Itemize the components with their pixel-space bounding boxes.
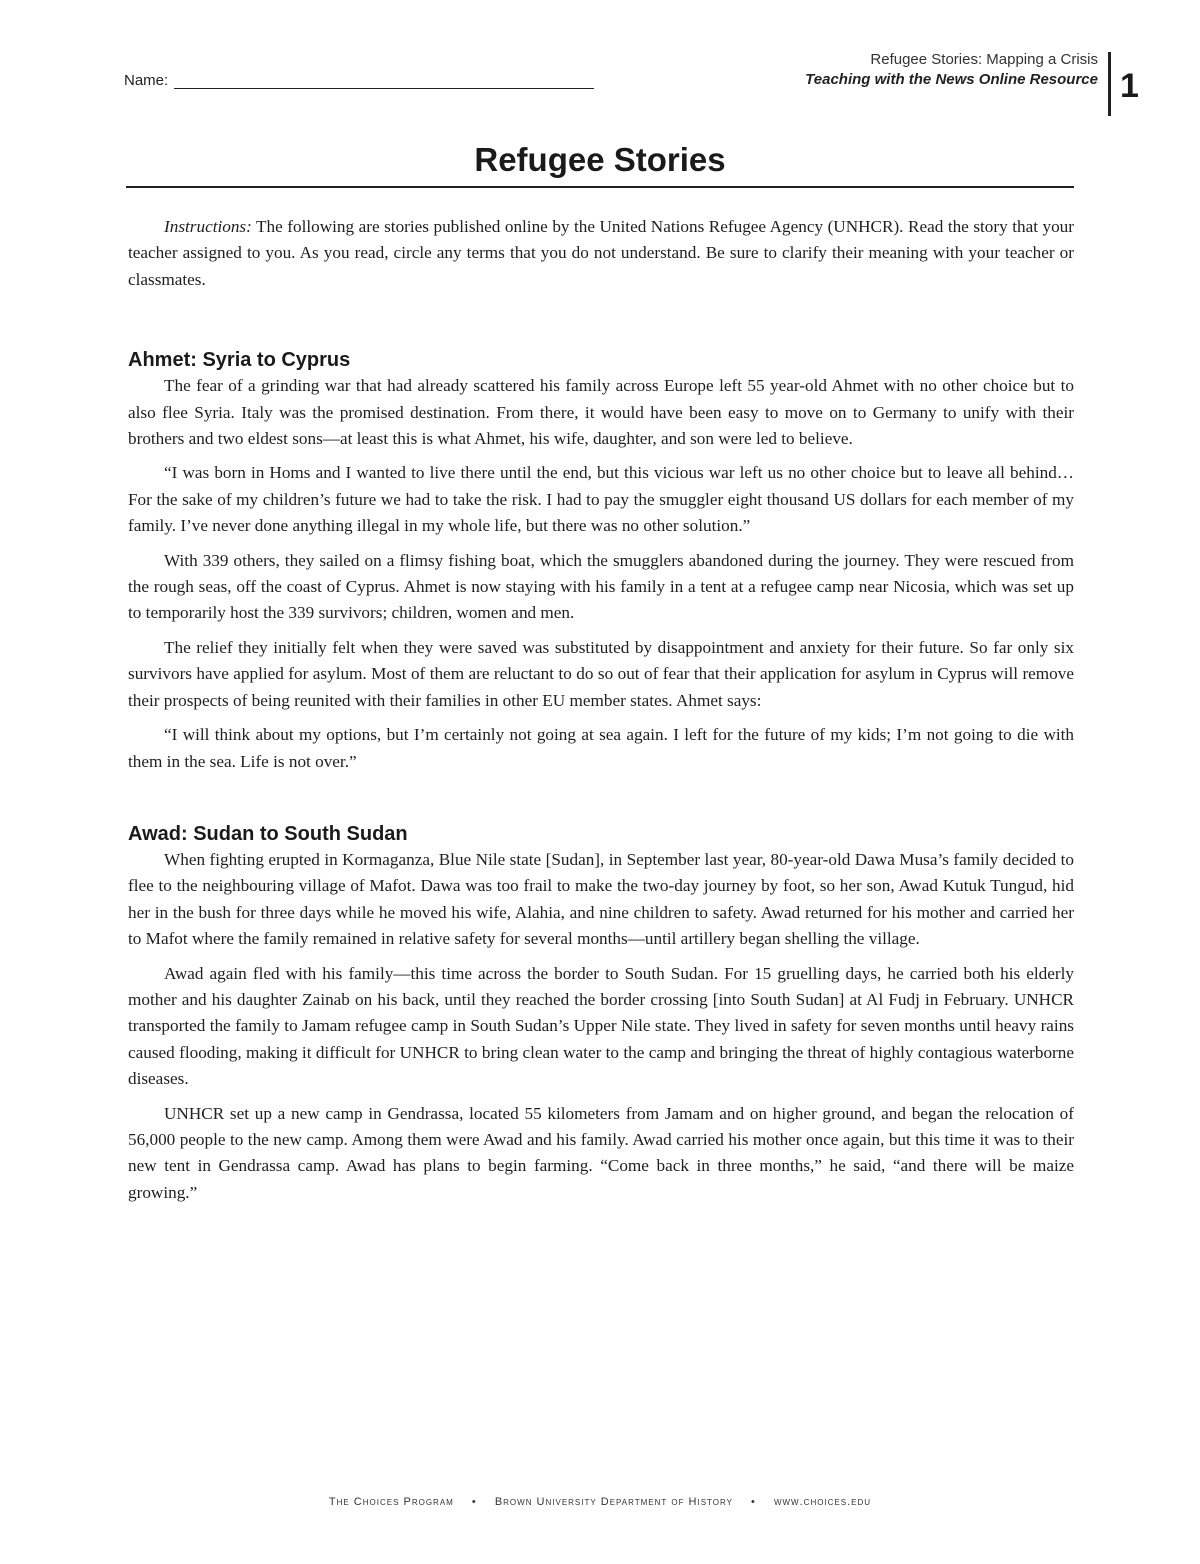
story-paragraph: The fear of a grinding war that had already scattered his family across Europe left 55 year-old Ahmet with no other choice but to also flee Syria. Italy was the promised destination. From there, it would have been easy to move on to Germany to unify with their brothers and two eldest sons—at least this is what Ahmet, his wife, daughter, and son were led to believe.	[128, 376, 1074, 449]
story-paragraph: When fighting erupted in Kormaganza, Blue Nile state [Sudan], in September last year, 80-year-old Dawa Musa’s family decided to flee to the neighbouring village of Mafot. Dawa was too frail to make the two-day journey by foot, so her son, Awad Kutuk Tungud, hid her in the bush for three days while he moved his wife, Alahia, and nine children to safety. Awad returned for his mother and carried her to Mafot where the family remained in relative safety for several months—until artillery began shelling the village.	[128, 849, 1074, 949]
page-footer	[0, 1496, 1200, 1508]
title-divider	[126, 186, 1074, 188]
header-subtitle: Refugee Stories: Mapping a Crisis	[870, 51, 1098, 68]
header-divider	[1108, 52, 1111, 116]
story-paragraph: UNHCR set up a new camp in Gendrassa, located 55 kilometers from Jamam and on higher ground, and began the relocation of 56,000 people to the new camp. Among them were Awad and his family. Awad carried his mother once again, but this time it was to their new tent in Gendrassa camp. Awad has plans to begin farming. “Come back in three months,” he said, “and there will be maize growing.”	[128, 1103, 1074, 1202]
footer-website[interactable]: www.choices.edu	[773, 1496, 872, 1508]
story-paragraph: “I will think about my options, but I’m certainly not going at sea again. I left for the future of my kids; I’m not going to die with them in the sea. Life is not over.”	[128, 725, 1074, 771]
document-header	[805, 50, 1098, 90]
header-resource: Teaching with the News Online Resource	[805, 71, 1098, 88]
story-paragraph: With 339 others, they sailed on a flimsy fishing boat, which the smugglers abandoned during the journey. They were rescued from the rough seas, off the coast of Cyprus. Ahmet is now staying with his family in a tent at a refugee camp near Nicosia, which was set up to temporarily host the 339 survivors; children, women and men.	[128, 550, 1074, 623]
name-label: Name:	[124, 72, 169, 89]
document-body	[128, 214, 1074, 1214]
footer-program: The Choices Program	[328, 1496, 454, 1508]
page-title: Refugee Stories	[474, 141, 726, 178]
instructions-text: The following are stories published online by the United Nations Refugee Agency (UNHCR). Read the story that your teacher assigned to you. As you read, circle any terms that you do not understand. Be sure to clarify their meaning with your teacher or classmates.	[128, 217, 1074, 289]
section-heading-ahmet: Ahmet: Syria to Cyprus	[128, 349, 351, 372]
name-field[interactable]	[124, 72, 594, 89]
story-paragraph: The relief they initially felt when they were saved was substituted by disappointment and anxiety for their future. So far only six survivors have applied for asylum. Most of them are reluctant to do so out of fear that their application for asylum in Cyprus will remove their prospects of being reunited with their families in other EU member states. Ahmet says:	[128, 637, 1074, 710]
footer-separator: •	[751, 1496, 756, 1508]
section-heading-awad: Awad: Sudan to South Sudan	[128, 822, 408, 845]
story-paragraph: “I was born in Homs and I wanted to live there until the end, but this vicious war left us no other choice but to leave all behind… For the sake of my children’s future we had to take the risk. I had to pay the smuggler eight thousand US dollars for each member of my family. I’ve never done anything illegal in my whole life, but there was no other solution.”	[128, 463, 1074, 536]
footer-separator: •	[471, 1496, 477, 1508]
footer-department: Brown University Department of History	[494, 1496, 733, 1508]
story-paragraph: Awad again fled with his family—this time across the border to South Sudan. For 15 gruelling days, he carried both his elderly mother and his daughter Zainab on his back, until they reached the border crossing [into South Sudan] at Al Fudj in February. UNHCR transported the family to Jamam refugee camp in South Sudan’s Upper Nile state. They lived in safety for seven months until heavy rains caused flooding, making it difficult for UNHCR to bring clean water to the camp and bringing the threat of highly contagious waterborne diseases.	[128, 963, 1074, 1089]
name-blank-line[interactable]	[174, 74, 594, 89]
page-number: 1	[1120, 67, 1139, 105]
instructions-lead: Instructions:	[164, 217, 252, 236]
instructions-paragraph	[128, 214, 1074, 293]
